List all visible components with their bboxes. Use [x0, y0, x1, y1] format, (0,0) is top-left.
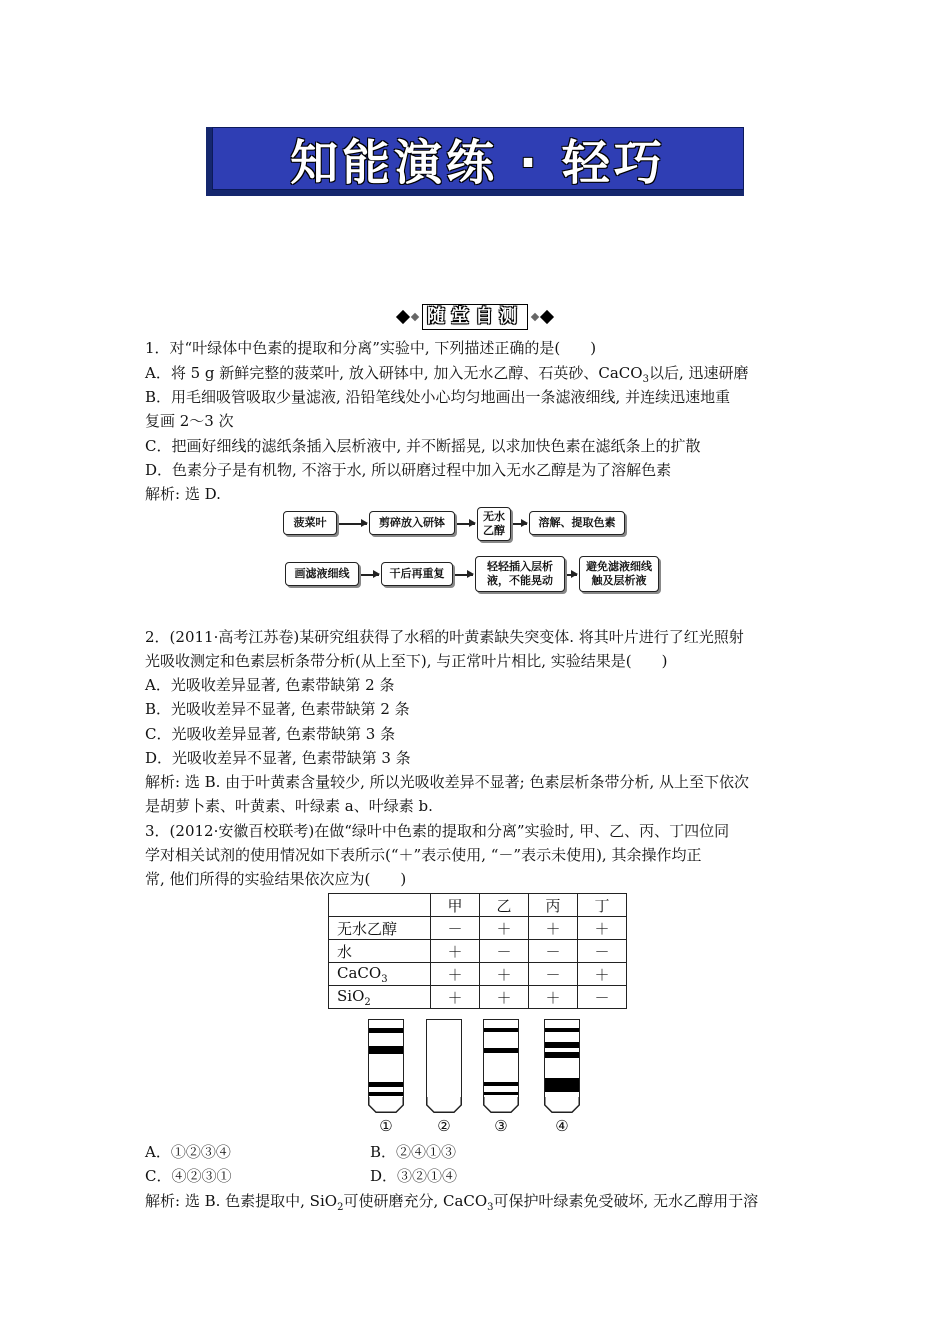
table-header-row: [329, 894, 627, 917]
flow-box: [529, 511, 625, 535]
flow-box: [381, 562, 453, 586]
row-label-text: CaCO: [337, 963, 382, 982]
pigment-band: [484, 1048, 518, 1053]
test-tube-3: [483, 1019, 519, 1097]
pigment-band: [484, 1028, 518, 1032]
table-header-cell: 乙: [480, 894, 529, 917]
table-cell: ＋: [578, 917, 627, 940]
q1-option-c: C．把画好细线的滤纸条插入层析液中, 并不断摇晃, 以求加快色素在滤纸条上的扩散: [145, 437, 701, 455]
row-label-text: SiO: [337, 986, 365, 1005]
q1-option-a-text: A．将 5 g 新鲜完整的菠菜叶, 放入研钵中, 加入无水乙醇、石英砂、CaCO: [145, 364, 643, 382]
table-cell: ＋: [529, 986, 578, 1009]
q3-analysis-text: 可使研磨充分, CaCO: [343, 1192, 488, 1210]
arrow-right-icon: [567, 574, 577, 576]
table-row: [329, 963, 627, 986]
q3-analysis-sub: 3: [487, 1202, 494, 1213]
q1-option-d: D．色素分子是有机物, 不溶于水, 所以研磨过程中加入无水乙醇是为了溶解色素: [145, 461, 672, 479]
arrow-right-icon: [361, 574, 379, 576]
q3-analysis: [145, 1190, 758, 1219]
q3-analysis-text: 可保护叶绿素免受破坏, 无水乙醇用于溶: [493, 1192, 759, 1210]
table-cell: ＋: [529, 917, 578, 940]
pigment-band: [369, 1092, 403, 1096]
q1-analysis: 解析: 选 D.: [145, 485, 221, 503]
table-cell: －: [529, 963, 578, 986]
flow-box-label: 无水 乙醇: [483, 510, 505, 537]
pigment-band: [484, 1092, 518, 1095]
arrow-right-icon: [339, 523, 367, 525]
banner-box: [212, 127, 744, 190]
q3-option-d: D．③②①④: [370, 1167, 458, 1185]
table-row: [329, 986, 627, 1009]
banner-title: 知能演练 · 轻巧: [290, 135, 666, 191]
q3-option-c: C．④②③①: [145, 1167, 232, 1185]
tube-bottom-icon: [483, 1097, 519, 1113]
row-label: [329, 940, 431, 963]
table-cell: ＋: [480, 986, 529, 1009]
flow-box-label: 溶解、提取色素: [538, 516, 616, 529]
q2-analysis-line2: 是胡萝卜素、叶黄素、叶绿素 a、叶绿素 b.: [145, 797, 433, 815]
table-row: [329, 917, 627, 940]
q3-stem-line1: 3．(2012·安徽百校联考)在做“绿叶中色素的提取和分离”实验时, 甲、乙、丙、丁四位同: [145, 822, 730, 840]
row-label-text: 无水乙醇: [337, 919, 398, 938]
table-cell: ＋: [431, 940, 480, 963]
row-label-sub: 2: [364, 996, 371, 1008]
pigment-band: [369, 1082, 403, 1087]
tube-label: ②: [437, 1117, 451, 1135]
table-cell: －: [431, 917, 480, 940]
table-header-cell: 丙: [529, 894, 578, 917]
section-title: 随堂自测: [422, 304, 528, 330]
test-tube-4: [544, 1019, 580, 1097]
q2-stem-line1: 2．(2011·高考江苏卷)某研究组获得了水稻的叶黄素缺失突变体. 将其叶片进行了红光照射: [145, 628, 744, 646]
flow-box-label: 菠菜叶: [293, 516, 327, 529]
q2-analysis-line1: 解析: 选 B. 由于叶黄素含量较少, 所以光吸收差异不显著; 色素层析条带分析, 从上至下依次: [145, 773, 750, 791]
table-cell: ＋: [431, 986, 480, 1009]
arrow-right-icon: [455, 574, 473, 576]
q3-option-b: B．②④①③: [370, 1143, 457, 1161]
q2-stem-line2: 光吸收测定和色素层析条带分析(从上至下), 与正常叶片相比, 实验结果是( ): [145, 652, 668, 670]
pigment-band: [484, 1082, 518, 1086]
arrow-right-icon: [513, 523, 527, 525]
q3-option-a: A．①②③④: [145, 1143, 231, 1161]
flow-box-label: 干后再重复: [389, 567, 445, 580]
tube-label: ③: [494, 1117, 508, 1135]
chromatography-tubes: [366, 1019, 586, 1139]
flow-box-label: 轻轻插入层析 液，不能晃动: [487, 560, 553, 587]
reagent-table: [328, 893, 627, 1009]
q3-analysis-text: 解析: 选 B. 色素提取中, SiO: [145, 1192, 338, 1210]
q1-option-b-line2: 复画 2～3 次: [145, 412, 234, 430]
table-cell: －: [578, 986, 627, 1009]
q1-option-a-sub: 3: [642, 374, 649, 385]
pigment-band: [545, 1078, 579, 1092]
banner: [206, 127, 744, 196]
flow-box: [475, 556, 565, 592]
table-header-cell: [329, 894, 431, 917]
test-tube-2: [426, 1019, 462, 1097]
flow-box-label: 画滤液细线: [294, 567, 350, 580]
flow-diagram: [283, 507, 663, 595]
table-cell: ＋: [431, 963, 480, 986]
diamond-icon: [540, 310, 554, 324]
flow-box: [285, 562, 359, 586]
q1-option-b-line1: B．用毛细吸管吸取少量滤液, 沿铅笔线处小心均匀地画出一条滤液细线, 并连续迅速地重: [145, 388, 731, 406]
flow-box: [283, 511, 337, 535]
tube-label: ④: [555, 1117, 569, 1135]
table-cell: －: [529, 940, 578, 963]
q3-analysis-sub: 2: [337, 1202, 344, 1213]
q2-option-b: B．光吸收差异不显著, 色素带缺第 2 条: [145, 700, 410, 718]
row-label-text: 水: [337, 942, 353, 961]
section-header: [372, 303, 578, 331]
row-label: [329, 986, 431, 1009]
row-label-sub: 3: [381, 973, 388, 985]
table-header-cell: 丁: [578, 894, 627, 917]
diamond-icon: [411, 313, 419, 321]
tube-bottom-icon: [368, 1097, 404, 1113]
flow-box: [579, 556, 659, 592]
pigment-band: [369, 1046, 403, 1054]
test-tube-1: [368, 1019, 404, 1097]
table-header-cell: 甲: [431, 894, 480, 917]
tube-label: ①: [379, 1117, 393, 1135]
q2-option-c: C．光吸收差异显著, 色素带缺第 3 条: [145, 725, 396, 743]
table-cell: ＋: [578, 963, 627, 986]
q3-stem-line3: 常, 他们所得的实验结果依次应为( ): [145, 870, 407, 888]
flow-box-label: 剪碎放入研钵: [379, 516, 445, 529]
tube-bottom-icon: [544, 1097, 580, 1113]
table-row: [329, 940, 627, 963]
diamond-icon: [531, 313, 539, 321]
table-cell: ＋: [480, 917, 529, 940]
flow-box-label: 避免滤液细线 触及层析液: [586, 560, 652, 587]
diamond-icon: [396, 310, 410, 324]
table-cell: －: [578, 940, 627, 963]
q2-option-d: D．光吸收差异不显著, 色素带缺第 3 条: [145, 749, 411, 767]
flow-box: [477, 507, 511, 541]
row-label: [329, 917, 431, 940]
pigment-band: [545, 1052, 579, 1058]
pigment-band: [545, 1042, 579, 1048]
pigment-band: [545, 1028, 579, 1032]
row-label: [329, 963, 431, 986]
tube-bottom-icon: [426, 1097, 462, 1113]
arrow-right-icon: [457, 523, 475, 525]
table-cell: ＋: [480, 963, 529, 986]
q1-stem: 1．对“叶绿体中色素的提取和分离”实验中, 下列描述正确的是( ): [145, 339, 597, 357]
pigment-band: [369, 1028, 403, 1033]
q3-stem-line2: 学对相关试剂的使用情况如下表所示(“＋”表示使用, “－”表示未使用), 其余操作均正: [145, 846, 702, 864]
flow-box: [369, 511, 455, 535]
table-cell: －: [480, 940, 529, 963]
q1-option-a-tail: 以后, 迅速研磨: [648, 364, 749, 382]
q2-option-a: A．光吸收差异显著, 色素带缺第 2 条: [145, 676, 395, 694]
